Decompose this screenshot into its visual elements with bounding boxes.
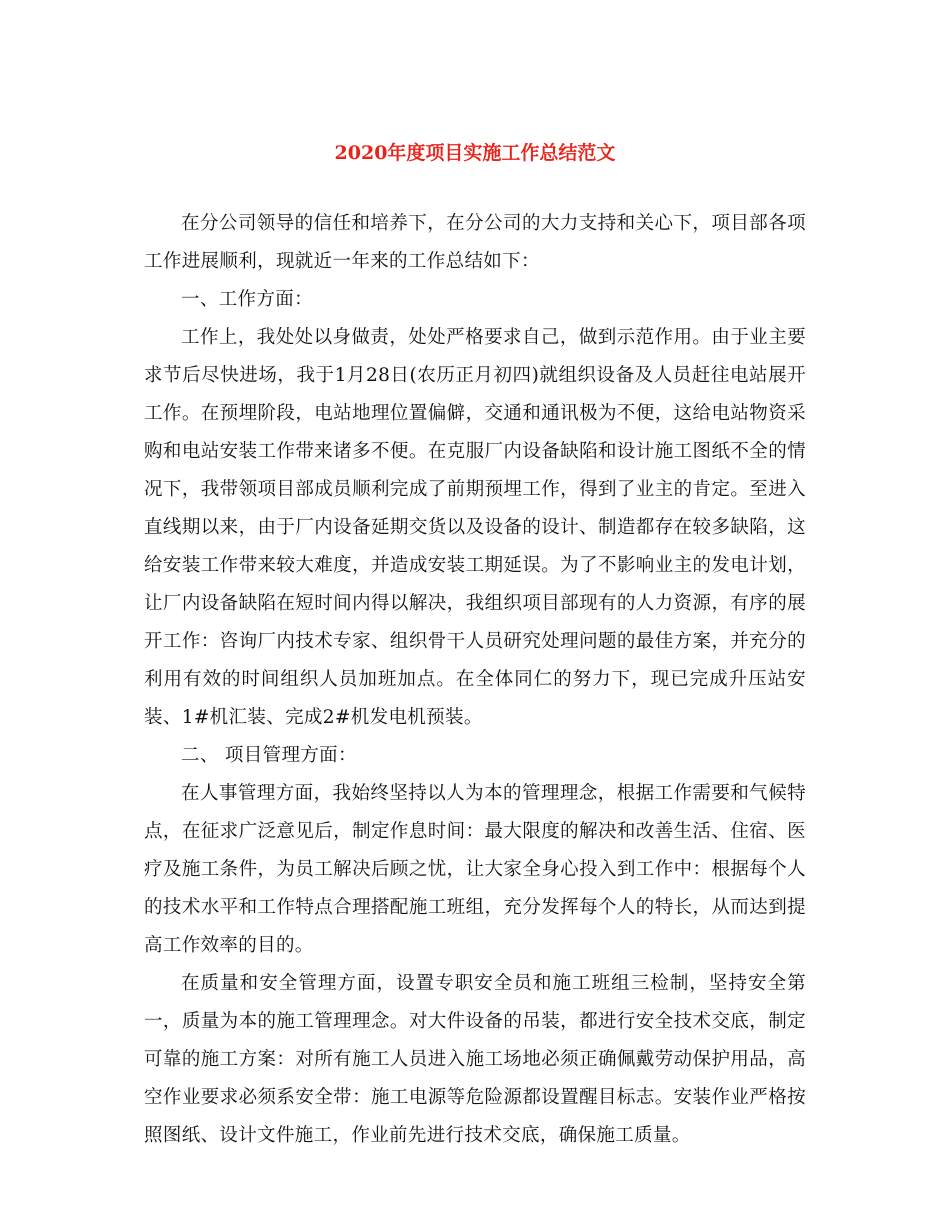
paragraph-personnel: 在人事管理方面，我始终坚持以人为本的管理理念，根据工作需要和气候特点，在征求广泛意见后，制定作息时间：最大限度的解决和改善生活、住宿、医疗及施工条件，为员工解决后顾之忧，让大家全身心投入到工作中：根据每个人的技术水平和工作特点合理搭配施工班组，充分发挥每个人的特长，从而达到提高工作效率的目的。 <box>144 783 806 956</box>
document-title: 2020年度项目实施工作总结范文 <box>334 142 616 164</box>
document-body <box>144 205 806 1155</box>
paragraph-intro: 在分公司领导的信任和培养下，在分公司的大力支持和关心下，项目部各项工作进展顺利，现就近一年来的工作总结如下： <box>144 213 806 272</box>
paragraph-work: 工作上，我处处以身做责，处处严格要求自己，做到示范作用。由于业主要求节后尽快进场，我于1月28日(农历正月初四)就组织设备及人员赶往电站展开工作。在预埋阶段，电站地理位置偏僻，交通和通讯极为不便，这给电站物资采购和电站安装工作带来诸多不便。在克服厂内设备缺陷和设计施工图纸不全的情况下，我带领项目部成员顺利完成了前期预埋工作，得到了业主的肯定。至进入直线期以来，由于厂内设备延期交货以及设备的设计、制造都存在较多缺陷，这给安装工作带来较大难度，并造成安装工期延误。为了不影响业主的发电计划，让厂内设备缺陷在短时间内得以解决，我组织项目部现有的人力资源，有序的展开工作：咨询厂内技术专家、组织骨干人员研究处理问题的最佳方案，并充分的利用有效的时间组织人员加班加点。在全体同仁的努力下，现已完成升压站安装、1#机汇装、完成2#机发电机预装。 <box>144 327 806 728</box>
section-heading-management: 二、 项目管理方面： <box>181 745 357 766</box>
paragraph-quality-safety: 在质量和安全管理方面，设置专职安全员和施工班组三检制，坚持安全第一，质量为本的施工管理理念。对大件设备的吊装，都进行安全技术交底，制定可靠的施工方案：对所有施工人员进入施工场地必须正确佩戴劳动保护用品，高空作业要求必须系安全带：施工电源等危险源都设置醒目标志。安装作业严格按照图纸、设计文件施工，作业前先进行技术交底，确保施工质量。 <box>144 973 806 1146</box>
section-heading-work: 一、工作方面： <box>181 289 313 310</box>
